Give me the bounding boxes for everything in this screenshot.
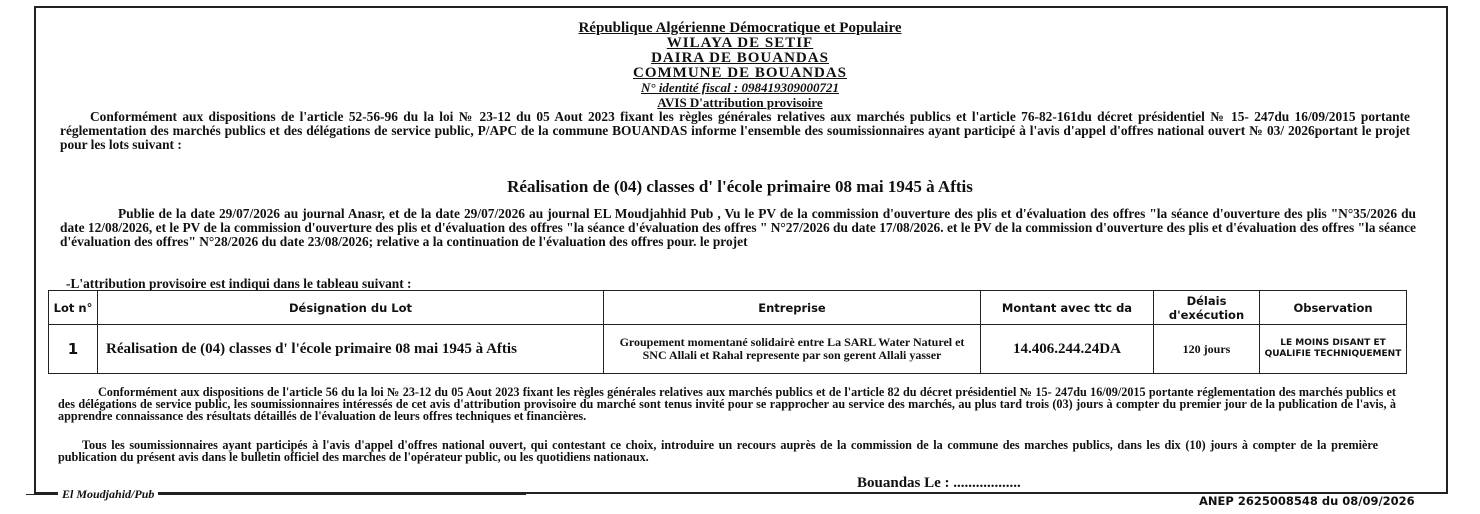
footer-source-label: El Moudjahid/Pub [58,487,158,502]
header-designation: Désignation du Lot [98,291,604,325]
header-notice-type: AVIS D'attribution provisoire [657,95,823,110]
publication-paragraph: Publie de la date 29/07/2026 au journal Anasr, et de la date 29/07/2026 au journal EL Moudjahhid Pub , Vu le PV de la commission d'ouverture des plis et d'évaluation des offres "la séance d'ouverture des plis "N°35/2026 du date 12/08/2026, et le PV de la commission d'ouverture des plis et d'évaluation des offres "la séance d'évaluation des offres " N°27/2026 du date 17/08/2026. et le PV de la commission d'ouverture des plis et d'évaluation des offres "la séance d'évaluation des offres" N°28/2026 du date 23/08/2026; relative a la continuation de l'évaluation des offres pour. le projet [60,206,1416,249]
table-lead: -L'attribution provisoire est indiqui dans le tableau suivant : [66,276,412,291]
footer-reference: ANEP 2625008548 du 08/09/2026 [1196,494,1418,508]
signature-line: Bouandas Le : .................. [857,475,1021,491]
table-row [49,325,1407,374]
cell-entreprise: Groupement momentané solidairè entre La SARL Water Naturel et SNC Allali et Rahal represente par son gerent Allali yasser [604,325,981,374]
header-delais: Délais d'exécution [1154,291,1260,325]
header-observation: Observation [1260,291,1407,325]
cell-delais: 120 jours [1154,325,1260,374]
header-daira: DAIRA DE BOUANDAS [651,50,829,66]
header-entreprise: Entreprise [604,291,981,325]
table-header-row [49,291,1407,325]
cell-montant: 14.406.244.24DA [981,325,1154,374]
cell-designation: Réalisation de (04) classes d' l'école primaire 08 mai 1945 à Aftis [98,325,604,374]
header-lot: Lot n° [49,291,98,325]
cell-lot: 1 [49,325,98,374]
recourse-paragraph: Conformément aux dispositions de l'article 56 du la loi № 23-12 du 05 Aout 2023 fixant les règles générales relatives aux marchés publics et de l'article 82 du décret présidentiel № 15- 247du 16/09/2015 portante réglementation des marchés publics et des délégations de service public, les soumissionnaires intéressés de cet avis d'attribution provisoire du marché sont tenus invité pour se rapprocher au service des marchés, au plus tard trois (03) jours à compter du premier jour de la publication de l'avis, à apprendre connaissance des résultats détaillés de l'évaluation de leurs offres techniques et financières. [58,385,1396,423]
attribution-table [48,290,1407,374]
appeal-paragraph: Tous les soumissionnaires ayant participés à l'avis d'appel d'offres national ouvert, qui contestant ce choix, introduire un recours auprès de la commission de la commune des marches publics, dans les dix (10) jours à compter de la première publication du présent avis dans le bulletin officiel des marches de l'opérateur public, ou les quotidiens nationaux. [58,438,1378,464]
project-title: Réalisation de (04) classes d' l'école primaire 08 mai 1945 à Aftis [507,177,973,196]
header-wilaya: WILAYA DE SETIF [666,35,814,51]
intro-paragraph: Conformément aux dispositions de l'article 52-56-96 du la loi № 23-12 du 05 Aout 2023 fixant les règles générales relatives aux marchés publics et l'article 76-82-161du décret présidentiel № 15- 247du 16/09/2015 portante réglementation des marchés publics et des délégations de service public, P/APC de la commune BOUANDAS informe l'ensemble des soumissionnaires ayant participé à l'avis d'appel d'offres national ouvert № 03/ 2026portant le projet pour les lots suivant : [60,109,1410,152]
header-republic: République Algérienne Démocratique et Populaire [578,20,902,36]
header-commune: COMMUNE DE BOUANDAS [633,65,847,81]
header-montant: Montant avec ttc da [981,291,1154,325]
header-fiscal-id: N° identité fiscal : 098419309000721 [640,80,839,95]
cell-observation: LE MOINS DISANT ET QUALIFIE TECHNIQUEMENT [1260,325,1407,374]
footer-source [26,488,526,502]
